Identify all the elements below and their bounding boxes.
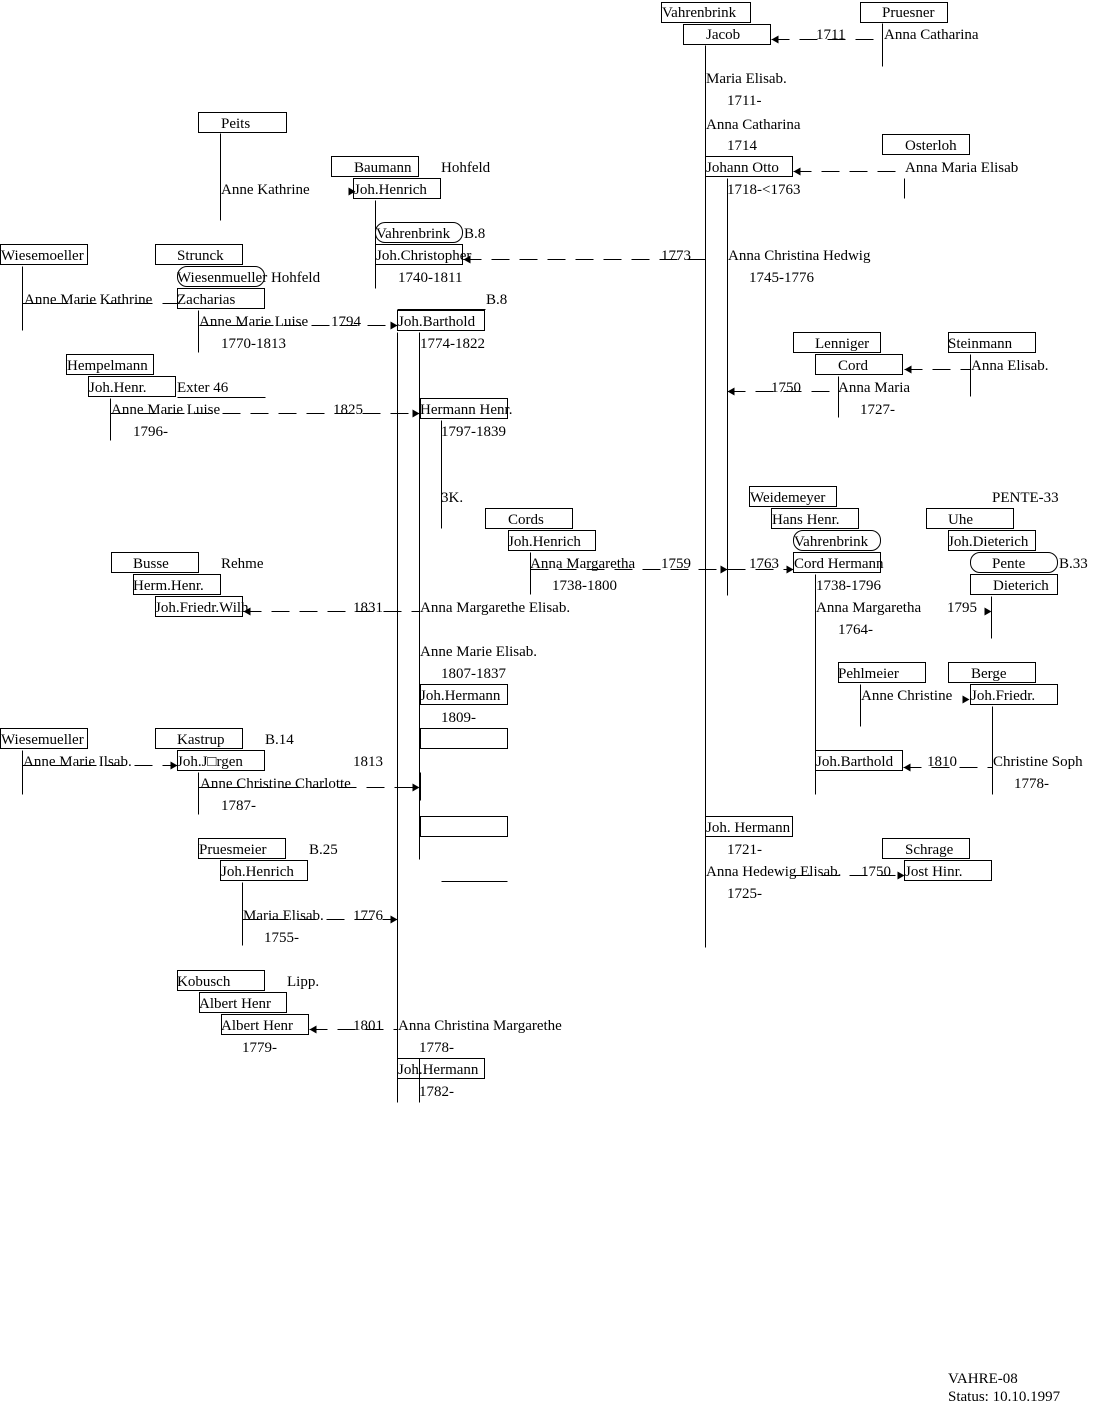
tree-label: Pente: [992, 556, 1026, 572]
tree-label: Rehme: [221, 556, 264, 572]
tree-label: Anna Christina Hedwig: [728, 248, 871, 264]
tree-label: Berge: [971, 666, 1007, 682]
arrow-head-icon: [794, 168, 801, 176]
tree-label: Uhe: [948, 512, 973, 528]
tree-label: Steinmann: [948, 336, 1013, 352]
tree-label: Anna Catharina: [884, 27, 979, 43]
tree-label: Anna Margaretha: [530, 556, 636, 572]
tree-label: 1773: [661, 248, 691, 264]
tree-label: Wiesenmueller Hohfeld: [177, 270, 321, 286]
document-code: VAHRE-08: [948, 1371, 1018, 1387]
tree-label: 1809-: [441, 710, 476, 726]
tree-label: Dieterich: [993, 578, 1049, 594]
tree-label: Anna Elisab.: [971, 358, 1049, 374]
tree-label: Exter 46: [177, 380, 229, 396]
tree-label: Albert Henr: [199, 996, 272, 1012]
tree-label: 1738-1796: [816, 578, 881, 594]
tree-label: Hempelmann: [67, 358, 148, 374]
tree-label: 1831: [353, 600, 383, 616]
tree-label: Vahrenbrink: [662, 5, 737, 21]
tree-label: Anna Maria: [838, 380, 911, 396]
tree-label: Anna Hedewig Elisab.: [706, 864, 842, 880]
tree-label: 1782-: [419, 1084, 454, 1100]
arrow-head-icon: [728, 388, 735, 396]
arrow-head-icon: [413, 410, 420, 418]
tree-label: 1794: [331, 314, 361, 330]
tree-label: B.8: [486, 292, 508, 308]
tree-label: Christine Soph: [993, 754, 1083, 770]
tree-label: Anna Margarethe Elisab.: [420, 600, 571, 616]
tree-label: Maria Elisab.: [706, 71, 787, 87]
tree-label: Baumann: [354, 160, 412, 176]
tree-label: Vahrenbrink: [376, 226, 451, 242]
tree-label: Joh.Christopher: [376, 248, 472, 264]
tree-label: B.8: [464, 226, 486, 242]
tree-label: 1779-: [242, 1040, 277, 1056]
tree-label: Kobusch: [177, 974, 231, 990]
tree-label: Anne Marie Luise: [111, 402, 221, 418]
tree-label: Hohfeld: [441, 160, 491, 176]
tree-label: Joh.Henr.: [89, 380, 147, 396]
document-status: Status: 10.10.1997: [948, 1389, 1061, 1405]
tree-label: 1763: [749, 556, 779, 572]
tree-label: 1810: [927, 754, 957, 770]
tree-label: Jacob: [706, 27, 741, 43]
tree-label: PENTE-33: [992, 490, 1059, 506]
tree-label: Joh.Barthold: [398, 314, 476, 330]
tree-label: Jost Hinr.: [905, 864, 963, 880]
arrow-head-icon: [310, 1026, 317, 1034]
tree-label: Joh.Hermann: [420, 688, 501, 704]
tree-label: 1718-<1763: [727, 182, 801, 198]
tree-label: Schrage: [905, 842, 954, 858]
tree-label: 1711-: [727, 93, 762, 109]
tree-label: B.33: [1059, 556, 1088, 572]
tree-label: 1770-1813: [221, 336, 286, 352]
tree-label: Zacharias: [177, 292, 236, 308]
arrow-head-icon: [772, 36, 779, 44]
tree-label: 1764-: [838, 622, 873, 638]
arrow-head-icon: [905, 366, 912, 374]
tree-label: 1776: [353, 908, 383, 924]
tree-label: 1795: [947, 600, 977, 616]
tree-label: 1801: [353, 1018, 383, 1034]
tree-label: Strunck: [177, 248, 224, 264]
arrow-head-icon: [963, 696, 970, 704]
tree-label: Lenniger: [815, 336, 870, 352]
arrow-head-icon: [391, 916, 398, 924]
tree-label: Maria Elisab.: [243, 908, 324, 924]
person-box: [420, 728, 508, 749]
tree-label: Wiesemoeller: [1, 248, 84, 264]
tree-label: Peits: [221, 116, 251, 132]
tree-label: Joh.Henrich: [354, 182, 427, 198]
tree-label: 1738-1800: [552, 578, 617, 594]
tree-label: Anne Kathrine: [221, 182, 310, 198]
tree-label: 1721-: [727, 842, 762, 858]
tree-label: 1778-: [419, 1040, 454, 1056]
arrow-head-icon: [413, 784, 420, 792]
tree-label: 1727-: [860, 402, 895, 418]
tree-label: 1714: [727, 138, 757, 154]
tree-label: 1797-1839: [441, 424, 506, 440]
tree-label: 1750: [771, 380, 801, 396]
tree-label: Anne Marie Elisab.: [420, 644, 538, 660]
tree-label: Hermann Henr.: [420, 402, 513, 418]
tree-label: Cord Hermann: [794, 556, 884, 572]
tree-label: 1813: [353, 754, 383, 770]
tree-label: 1750: [861, 864, 891, 880]
tree-label: Anne Marie Luise: [199, 314, 309, 330]
tree-label: Johann Otto: [706, 160, 779, 176]
tree-label: Weidemeyer: [750, 490, 826, 506]
tree-label: Anna Christina Margarethe: [398, 1018, 562, 1034]
tree-label: 1807-1837: [441, 666, 506, 682]
tree-label: Joh.Hermann: [398, 1062, 479, 1078]
tree-label: 1759: [661, 556, 691, 572]
tree-label: Joh.Friedr.: [971, 688, 1036, 704]
tree-label: Pruesner: [882, 5, 935, 21]
tree-label: Joh.Friedr.Wilh: [155, 600, 249, 616]
tree-label: Lipp.: [287, 974, 320, 990]
tree-label: 1740-1811: [398, 270, 463, 286]
tree-label: Anna Maria Elisab: [905, 160, 1019, 176]
tree-label: 1796-: [133, 424, 168, 440]
tree-label: Kastrup: [177, 732, 225, 748]
tree-label: Anne Marie Ilsab.: [23, 754, 132, 770]
arrow-head-icon: [721, 566, 728, 574]
tree-label: Joh.J□rgen: [177, 754, 243, 770]
tree-label: Cord: [838, 358, 868, 374]
tree-label: Anna Margaretha: [816, 600, 922, 616]
tree-label: Albert Henr: [221, 1018, 294, 1034]
tree-label: B.25: [309, 842, 338, 858]
tree-label: 1774-1822: [420, 336, 485, 352]
tree-label: Joh.Barthold: [816, 754, 894, 770]
tree-label: 1778-: [1014, 776, 1049, 792]
tree-label: Joh.Henrich: [221, 864, 294, 880]
tree-label: 3K.: [441, 490, 464, 506]
arrow-head-icon: [904, 764, 911, 772]
tree-label: Pehlmeier: [838, 666, 899, 682]
tree-label: Herm.Henr.: [133, 578, 204, 594]
tree-label: Joh. Hermann: [706, 820, 791, 836]
tree-label: Joh.Dieterich: [948, 534, 1029, 550]
tree-label: Vahrenbrink: [794, 534, 869, 550]
tree-label: 1711: [816, 27, 846, 43]
tree-label: Wiesemueller: [1, 732, 84, 748]
tree-label: 1825: [333, 402, 363, 418]
tree-label: Osterloh: [905, 138, 957, 154]
tree-label: Hans Henr.: [772, 512, 840, 528]
tree-label: Anna Catharina: [706, 117, 801, 133]
tree-label: B.14: [265, 732, 294, 748]
tree-label: Pruesmeier: [199, 842, 267, 858]
tree-label: Anne Christine: [861, 688, 953, 704]
tree-label: Anne Christine Charlotte: [200, 776, 351, 792]
tree-label: 1787-: [221, 798, 256, 814]
tree-label: 1745-1776: [749, 270, 814, 286]
tree-label: Cords: [508, 512, 544, 528]
tree-label: Anne Marie Kathrine: [24, 292, 153, 308]
arrow-head-icon: [985, 608, 992, 616]
person-box: [420, 816, 508, 837]
tree-label: 1755-: [264, 930, 299, 946]
tree-label: 1725-: [727, 886, 762, 902]
tree-label: Joh.Henrich: [508, 534, 581, 550]
tree-label: Busse: [133, 556, 169, 572]
